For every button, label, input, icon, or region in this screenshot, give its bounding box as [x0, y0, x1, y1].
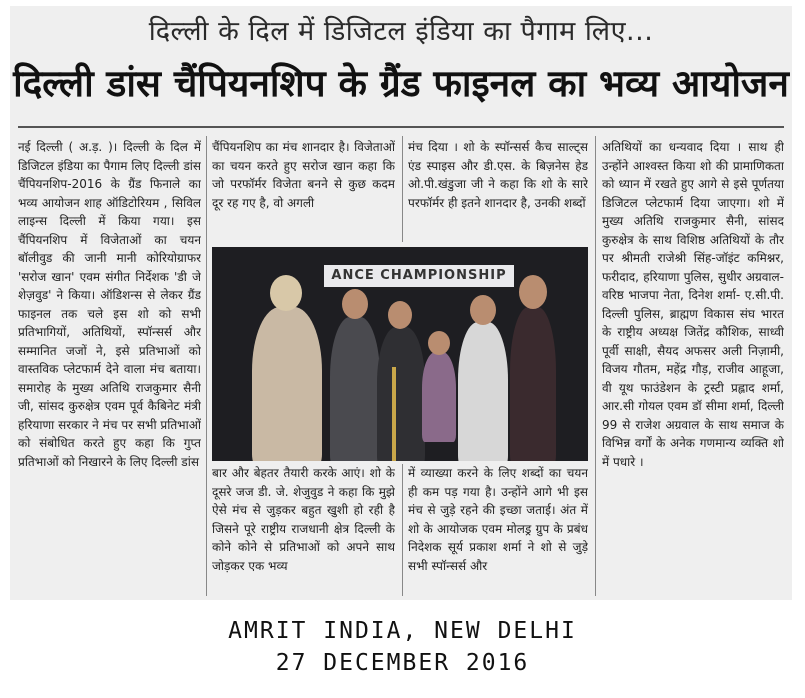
guest-figure — [510, 307, 556, 461]
guest-figure — [252, 307, 322, 461]
column-4-text: अतिथियों का धन्यवाद दिया । साथ ही उन्होंने आश्वस्त किया शो की प्रामाणिकता को ध्यान में रखते हुए आगे से इसे पूर्णतया डिजिटल प्लेटफार्म दिया जाएगा। शो में मुख्य अतिथि राजकुमार सैनी, सांसद कुरुक्षेत्र के साथ विशिष्ठ अतिथियों के तौर पर श्रीमती राजेश्री सिंह-जॉइंट कमिश्नर, फरीदाद, हरियाणा पुलिस, सुधीर अग्रवाल- वरिष्ठ भाजपा नेता, दिनेश शर्मा- ए.सी.पी. दिल्ली पुलिस, ब्राह्मण विकास संघ भारत के राष्ट्रीय अध्यक्ष जितेंद्र कौशिक, साध्वी पूर्वी साक्षी, सैयद अफसर अली निज़ामी, विजय गौतम, महेंद्र गौड़, राजीव आहूजा, वी यूथ फाउंडेशन के ट्रस्टी प्रह्लाद शर्मा, आर.सी गोयल एवम डॉ सीमा शर्मा, दिल्ली 99 से राजेश अग्रवाल के साथ समाज के विभिन्न वर्गों के अनेक गणमान्य व्यक्ति शो में पधारे । — [602, 140, 784, 469]
guest-head — [470, 295, 496, 325]
guest-figure — [422, 352, 456, 442]
article-column-1 — [18, 138, 201, 596]
headline-rule — [18, 126, 784, 128]
column-divider — [402, 136, 403, 242]
lamp-stand — [392, 367, 396, 461]
article-column-3-top — [408, 138, 588, 242]
column-divider — [402, 464, 403, 596]
article-column-4 — [602, 138, 784, 596]
newspaper-clipping — [10, 6, 792, 600]
guest-figure — [458, 322, 508, 461]
guest-head — [428, 331, 450, 355]
date-caption: 27 DECEMBER 2016 — [275, 650, 530, 676]
guest-head — [270, 275, 302, 311]
event-photo — [212, 247, 588, 461]
column-3-top-text: मंच दिया । शो के स्पॉन्सर्स कैच साल्ट्स एंड स्पाइस और डी.एस. के बिज़नेस हेड ओ.पी.खंडुजा जी ने कहा कि शो के सारे परफॉर्मर ही इतने शानदार है, उनकी शब्दों — [408, 140, 588, 210]
guest-head — [342, 289, 368, 319]
column-divider — [206, 136, 207, 596]
stage-banner: ANCE CHAMPIONSHIP — [324, 265, 514, 287]
kicker-headline: दिल्ली के दिल में डिजिटल इंडिया का पैगाम लिए... — [148, 16, 654, 47]
source-caption: AMRIT INDIA, NEW DELHI — [228, 618, 577, 644]
column-2-bottom-text: बार और बेहतर तैयारी करके आएं। शो के दूसरे जज डी. जे. शेजुवुड ने कहा कि मुझे ऐसे मंच से जुड़कर बहुत खुशी हो रही है जिसने पूरे राष्ट्रीय राजधानी क्षेत्र दिल्ली के कोने कोने से प्रतिभाओं को अपने साथ जोड़कर एक भव्य — [212, 466, 395, 573]
column-3-bottom-text: में व्याख्या करने के लिए शब्दों का चयन ही कम पड़ गया है। उन्होंने आगे भी इस मंच से जुड़े रहने की इच्छा जताई। अंत में शो के आयोजक एवम मोलड्र ग्रुप के प्रबंध निदेशक सूर्य प्रकाश शर्मा ने शो से जुड़े सभी स्पॉन्सर्स और — [408, 466, 588, 573]
article-column-3-bottom — [408, 464, 588, 596]
guest-figure — [330, 317, 380, 461]
guest-figure — [377, 327, 425, 461]
main-headline: दिल्ली डांस चैंपियनशिप के ग्रैंड फाइनल का भव्य आयोजन — [13, 62, 789, 105]
guest-head — [519, 275, 547, 309]
column-divider — [595, 136, 596, 596]
column-1-text: नई दिल्ली ( अ.ड़. )। दिल्ली के दिल में डिजिटल इंडिया का पैगाम लिए दिल्ली डांस चैंपियनशिप-2016 के ग्रैंड फिनाले का भव्य आयोजन शाह ऑडिटोरियम , सिविल लाइन्स दिल्ली में किया गया। इस चैंपियनशिप में विजेताओं का चयन बॉलीवुड की जानी मानी कोरियोग्राफर 'सरोज खान' एवम संगीत निर्देशक 'डी जे शेज़वुड' ने किया। ऑडिशन्स से लेकर ग्रैंड फाइनल तक चले इस शो को सभी प्रतिभागियों, अतिथियों, स्पॉन्सर्स और सम्मानित जजों ने, इसे प्रतिभाओं को वास्तविक प्लेटफार्म देने वाला मंच बताया। समारोह के मुख्य अतिथि राजकुमार सैनी जी, सांसद कुरुक्षेत्र एवम पूर्व कैबिनेट मंत्री हरियाणा सरकार ने मंच पर सभी प्रतिभाओं को संबोधित करते हुए कहा कि गुप्त प्रतिभाओं को निखारने के लिए दिल्ली डांस — [18, 140, 201, 469]
guest-head — [388, 301, 412, 329]
article-column-2-bottom — [212, 464, 395, 596]
article-column-2-top — [212, 138, 395, 242]
column-2-top-text: चैंपियनशिप का मंच शानदार है। विजेताओं का चयन करते हुए सरोज खान कहा कि जो परफॉर्मर विजेता बनने से कुछ कदम दूर रह गए है, वो अगली — [212, 140, 395, 210]
